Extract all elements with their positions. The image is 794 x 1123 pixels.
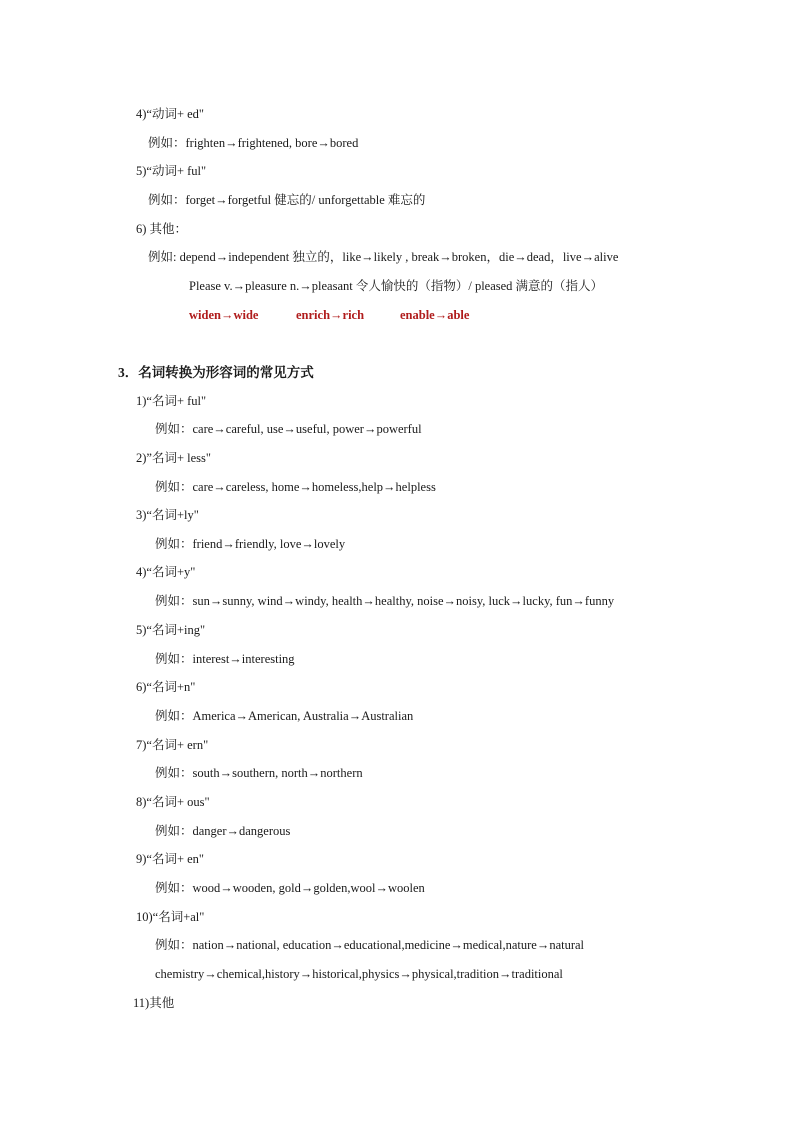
red-example: enable→able xyxy=(400,308,470,322)
red-example: enrich→rich xyxy=(296,308,365,322)
item-title: 3)“名词+ly" xyxy=(136,508,199,522)
item-example: 例如：danger→dangerous xyxy=(155,824,291,838)
item-title: 11)其他 xyxy=(133,996,175,1010)
item-title: 6) 其他： xyxy=(136,222,188,236)
item-example: 例如：forget→forgetful 健忘的/ unforgettable 难忘的 xyxy=(148,193,426,207)
item-example: 例如：south→southern, north→northern xyxy=(155,766,363,780)
item-example: 例如：friend→friendly, love→lovely xyxy=(155,537,346,551)
item-example: Please v.→pleasure n.→pleasant 令人愉快的（指物）/ pleased 满意的（指人） xyxy=(189,279,604,293)
item-title: 5)“动词+ ful" xyxy=(136,164,207,178)
item-title: 8)“名词+ ous" xyxy=(136,795,210,809)
item-title: 4)“动词+ ed" xyxy=(136,107,205,121)
item-title: 9)“名词+ en" xyxy=(136,852,205,866)
section-heading: 3．名词转换为形容词的常见方式 xyxy=(118,365,314,380)
item-example: 例如：interest→interesting xyxy=(155,652,295,666)
item-title: 4)“名词+y" xyxy=(136,565,196,579)
item-example: 例如：care→careless, home→homeless,help→helpless xyxy=(155,480,436,494)
item-example: 例如：care→careful, use→useful, power→powerful xyxy=(155,422,422,436)
item-title: 7)“名词+ ern" xyxy=(136,738,209,752)
item-example: 例如：nation→national, education→educational,medicine→medical,nature→natural xyxy=(155,938,585,952)
item-example: 例如：frighten→frightened, bore→bored xyxy=(148,136,359,150)
item-title: 6)“名词+n" xyxy=(136,680,196,694)
red-example: widen→wide xyxy=(189,308,259,322)
item-title: 2)”名词+ less" xyxy=(136,451,211,465)
item-title: 10)“名词+al" xyxy=(136,910,205,924)
item-example: 例如：sun→sunny, wind→windy, health→healthy, noise→noisy, luck→lucky, fun→funny xyxy=(155,594,615,608)
item-title: 1)“名词+ ful" xyxy=(136,394,207,408)
item-example: 例如：wood→wooden, gold→golden,wool→woolen xyxy=(155,881,425,895)
item-example: 例如: depend→independent 独立的，like→likely , break→broken，die→dead，live→alive xyxy=(148,250,619,264)
highlighted-examples xyxy=(189,307,469,323)
item-example: 例如：America→American, Australia→Australian xyxy=(155,709,414,723)
item-title: 5)“名词+ing" xyxy=(136,623,206,637)
item-example: chemistry→chemical,history→historical,physics→physical,tradition→traditional xyxy=(155,967,563,981)
